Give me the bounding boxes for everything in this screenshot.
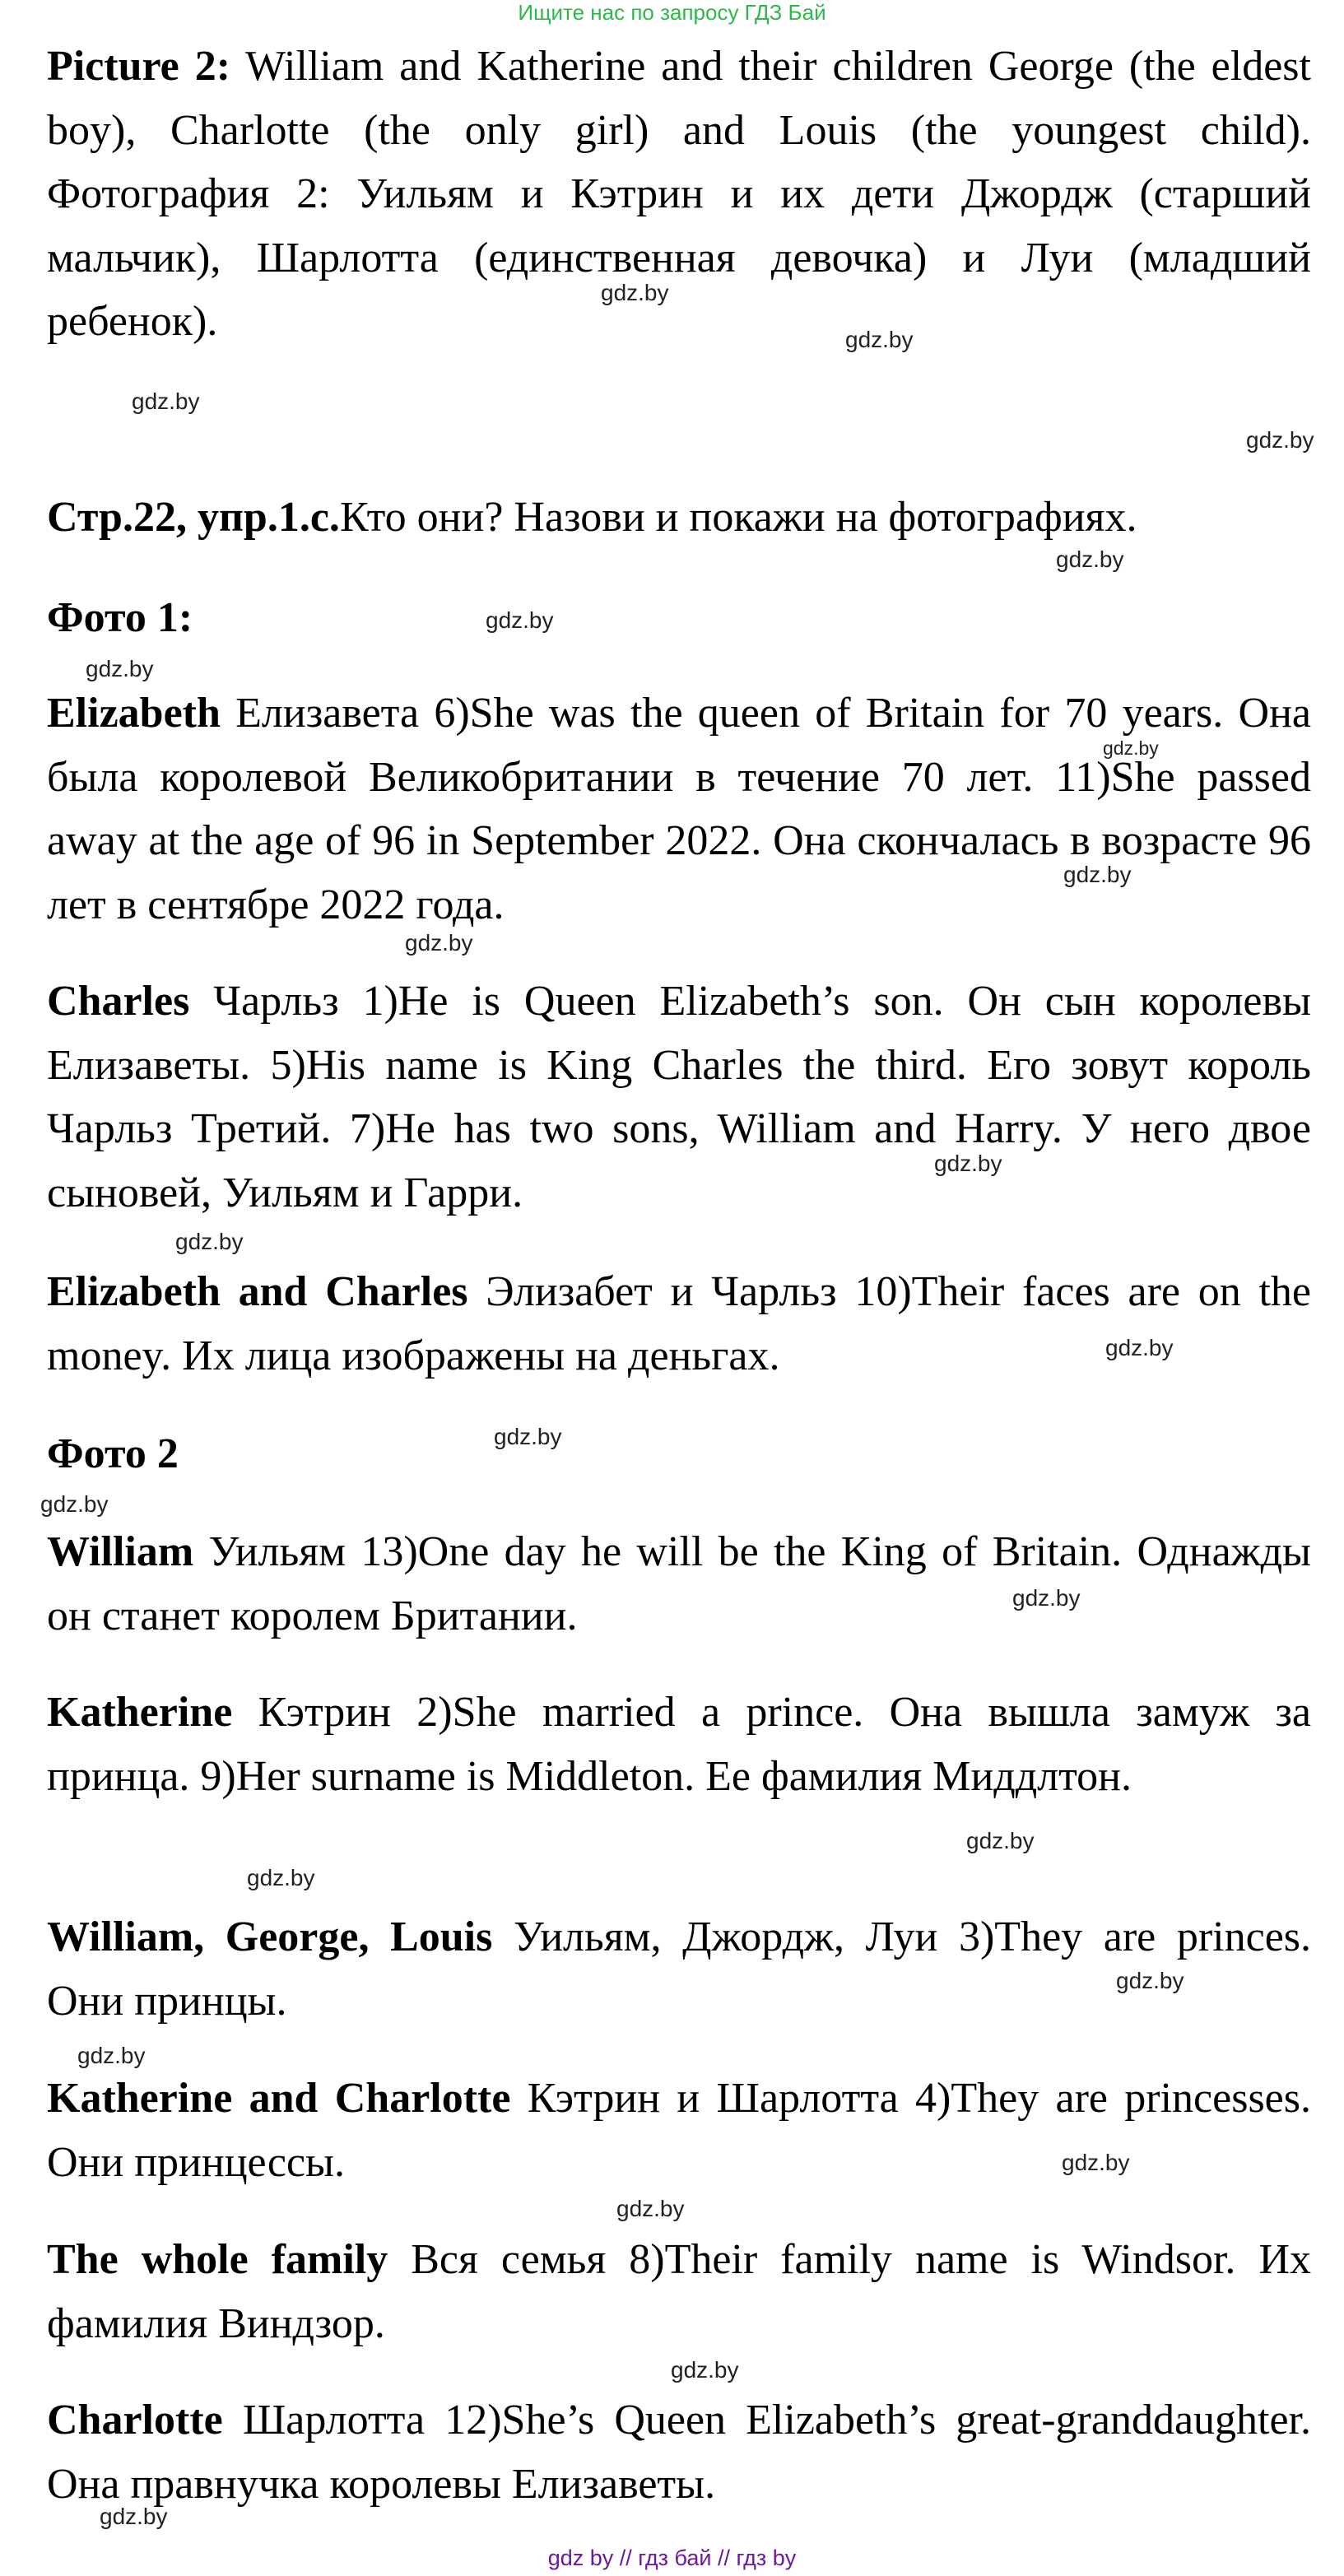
watermark-text: gdz.by	[671, 2357, 739, 2383]
task-label: Стр.22, упр.1.с.	[47, 494, 340, 541]
entry-text: Чарльз 1)He is Queen Elizabeth’s son. Он сын королевы Елизаветы. 5)His name is King Charles the third. Его зовут король Чарльз Третий. 7)He has two sons, William and Harry. У него двое сыновей, Уильям и Гарри.	[47, 978, 1311, 1216]
entry-name: Charlotte	[47, 2397, 223, 2443]
watermark-text: gdz.by	[494, 1424, 562, 1449]
entry-name: Katherine and Charlotte	[47, 2075, 511, 2122]
watermark-text: gdz.by	[40, 1491, 109, 1517]
watermark-text: gdz.by	[486, 607, 554, 633]
entry-name: Elizabeth and Charles	[47, 1268, 468, 1315]
entry-name: The whole family	[47, 2236, 388, 2283]
bottom-banner: gdz by // гдз бай // гдз by	[547, 2546, 797, 2570]
watermark-text: gdz.by	[1105, 1335, 1174, 1360]
entry-text: Элизабет и Чарльз 10)Their faces are on the money. Их лица изображены на деньгах.	[47, 1268, 1311, 1379]
entry-text: Шарлотта 12)She’s Queen Elizabeth’s great-granddaughter. Она правнучка королевы Елизаветы.	[47, 2397, 1311, 2508]
picture2-label: Picture 2:	[47, 43, 231, 90]
watermark-text: gdz.by	[934, 1151, 1002, 1176]
watermark-text: gdz.by	[132, 388, 200, 414]
entry-charlotte	[47, 2388, 1311, 2516]
entry-text: Уильям 13)One day he will be the King of Britain. Однажды он станет королем Британии.	[47, 1528, 1311, 1639]
watermark-text: gdz.by	[1246, 427, 1314, 453]
picture2-paragraph	[47, 35, 1311, 354]
watermark-text: gdz.by	[175, 1229, 244, 1254]
watermark-text: gdz.by	[405, 930, 473, 956]
watermark-text: gdz.by	[100, 2504, 168, 2529]
top-banner: Ищите нас по запросу ГДЗ Бай	[518, 0, 826, 25]
entry-elizabeth-and-charles	[47, 1260, 1311, 1388]
watermark-text: gdz.by	[247, 1865, 315, 1890]
entry-name: Katherine	[47, 1689, 233, 1736]
watermark-text: gdz.by	[601, 280, 669, 305]
entry-text: Кэтрин 2)She married a prince. Она вышла замуж за принца. 9)Her surname is Middleton. Ее фамилия Миддлтон.	[47, 1689, 1311, 1800]
entry-whole-family	[47, 2228, 1311, 2355]
entry-katherine	[47, 1681, 1311, 1808]
picture2-text: William and Katherine and their children George (the eldest boy), Charlotte (the only girl) and Louis (the youngest child). Фотография 2: Уильям и Кэтрин и их дети Джордж (старший мальчик), Шарлотта (единственная девочка) и Луи (младший ребенок).	[47, 43, 1311, 345]
entry-text: Кэтрин и Шарлотта 4)They are princesses. Они принцессы.	[47, 2075, 1311, 2186]
entry-text: Елизавета 6)She was the queen of Britain for 70 years. Она была королевой Великобритании в течение 70 лет. 11)She passed away at the age of 96 in September 2022. Она скончалась в возрасте 96 лет в сентябре 2022 года.	[47, 690, 1311, 928]
watermark-text: gdz.by	[1063, 862, 1132, 887]
watermark-text: gdz.by	[616, 2196, 685, 2221]
entry-william	[47, 1520, 1311, 1648]
entry-text: Вся семья 8)Their family name is Windsor. Их фамилия Виндзор.	[47, 2236, 1311, 2347]
entry-elizabeth	[47, 681, 1311, 937]
watermark-text: gdz.by	[77, 2043, 146, 2068]
task-text: Кто они? Назови и покажи на фотографиях.	[339, 494, 1137, 541]
watermark-text: gdz.by	[845, 327, 914, 352]
watermark-text: gdz.by	[1056, 546, 1124, 572]
watermark-text: gdz.by	[966, 1828, 1035, 1853]
task-line	[47, 486, 1311, 550]
entry-name: Elizabeth	[47, 690, 221, 737]
entry-charles	[47, 969, 1311, 1225]
photo2-heading: Фото 2	[47, 1430, 179, 1477]
entry-name: William	[47, 1528, 194, 1575]
photo1-heading: Фото 1:	[47, 594, 193, 641]
watermark-text: gdz.by	[86, 656, 154, 681]
watermark-text: gdz.by	[1012, 1585, 1081, 1611]
entry-text: Уильям, Джордж, Луи 3)They are princes. Они принцы.	[47, 1913, 1312, 2025]
watermark-text: gdz.by	[1062, 2150, 1130, 2175]
watermark-text: gdz.by	[1116, 1968, 1184, 1993]
entry-name: William, George, Louis	[47, 1913, 493, 1960]
watermark-text: gdz.by	[1103, 737, 1159, 759]
entry-name: Charles	[47, 978, 190, 1025]
